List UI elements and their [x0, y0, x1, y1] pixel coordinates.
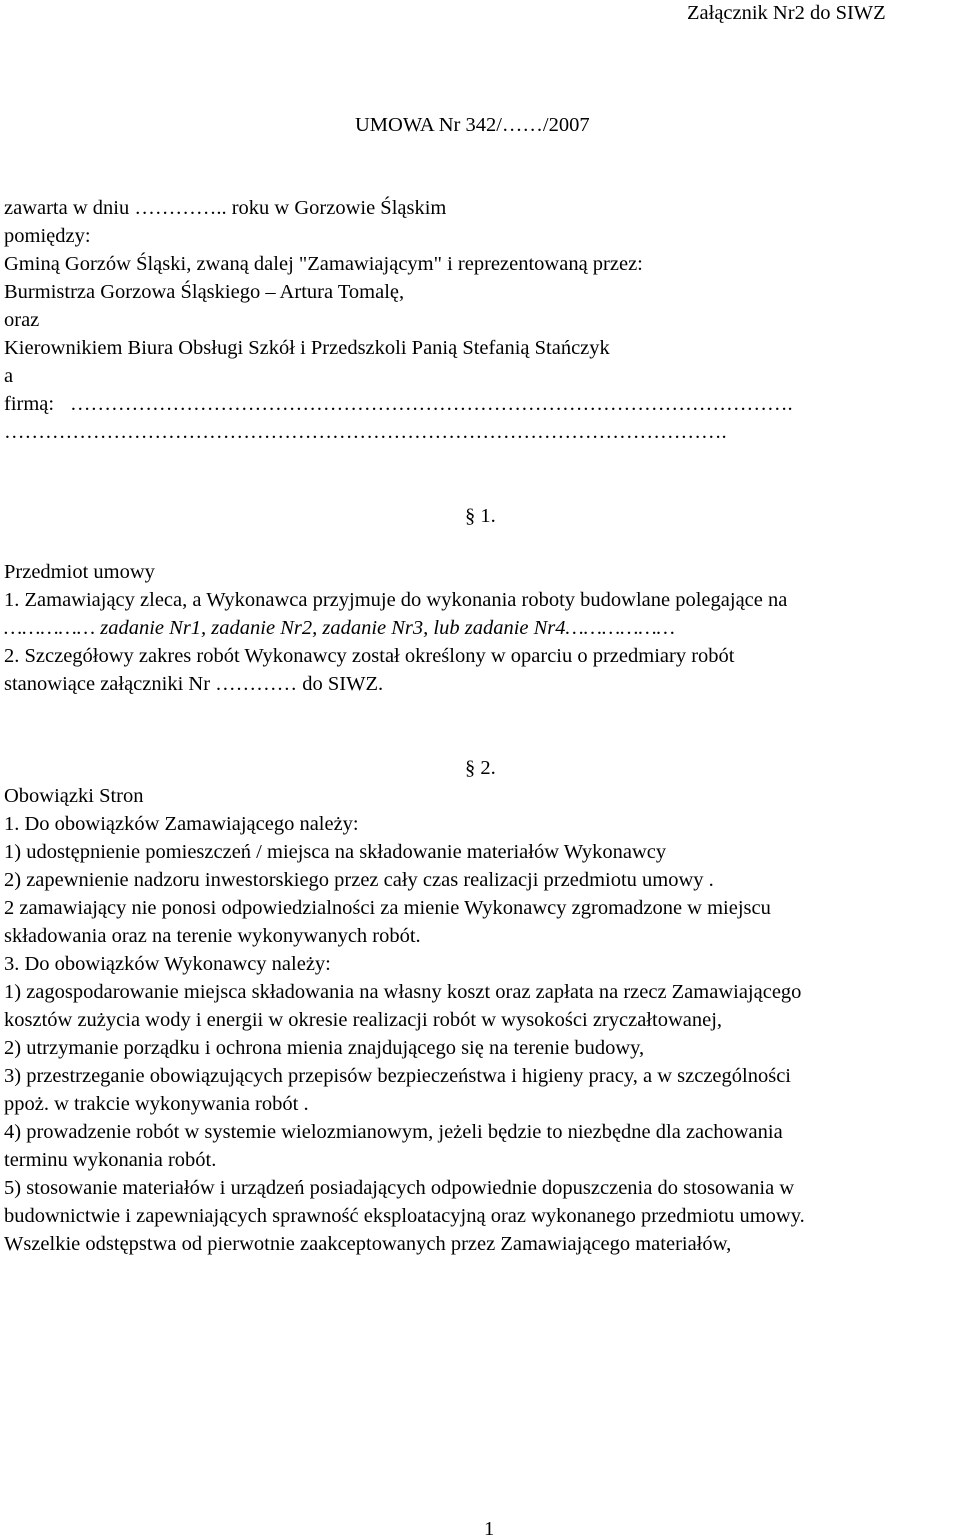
section-1-item-1-line-2: …………… zadanie Nr1, zadanie Nr2, zadanie Nr3, lub zadanie Nr4………………: [4, 617, 675, 639]
section-2-line: 5) stosowanie materiałów i urządzeń posiadających odpowiednie dopuszczenia do stosowania w: [4, 1177, 795, 1199]
section-1-item-2-line-2: stanowiące załączniki Nr ………… do SIWZ.: [4, 673, 384, 695]
firm-dots-line-1: …………………………………………………………………………………………….: [70, 394, 793, 415]
party-municipality: Gminą Gorzów Śląski, zwaną dalej "Zamawiającym" i reprezentowaną przez:: [4, 253, 643, 275]
section-2-line: 1. Do obowiązków Zamawiającego należy:: [4, 813, 359, 835]
representative-office-head: Kierownikiem Biura Obsługi Szkół i Przedszkoli Panią Stefanią Stańczyk: [4, 337, 610, 359]
section-1-item-1-line-1: 1. Zamawiający zleca, a Wykonawca przyjmuje do wykonania roboty budowlane polegające na: [4, 589, 788, 611]
section-2-line: 2) zapewnienie nadzoru inwestorskiego przez cały czas realizacji przedmiotu umowy .: [4, 869, 714, 891]
section-2-line: 3. Do obowiązków Wykonawcy należy:: [4, 953, 331, 975]
section-2-line: 1) udostępnienie pomieszczeń / miejsca na składowanie materiałów Wykonawcy: [4, 841, 667, 863]
section-2-line: ppoż. w trakcie wykonywania robót .: [4, 1093, 309, 1115]
section-1-item-2-line-1: 2. Szczegółowy zakres robót Wykonawcy został określony w oparciu o przedmiary robót: [4, 645, 735, 667]
and-label: oraz: [4, 309, 40, 331]
a-label: a: [4, 365, 14, 387]
section-2-title: Obowiązki Stron: [4, 785, 144, 807]
firm-dots-line-2: …………………………………………………………………………………………….: [4, 422, 727, 443]
section-2-line: kosztów zużycia wody i energii w okresie realizacji robót w wysokości zryczałtowanej,: [4, 1009, 723, 1031]
section-2-line: 3) przestrzeganie obowiązujących przepisów bezpieczeństwa i higieny pracy, a w szczególności: [4, 1065, 791, 1087]
section-2-number: § 2.: [465, 757, 496, 779]
section-2-line: budownictwie i zapewniających sprawność eksploatacyjną oraz wykonanego przedmiotu umowy.: [4, 1205, 805, 1227]
section-2-line: 1) zagospodarowanie miejsca składowania na własny koszt oraz zapłata na rzecz Zamawiającego: [4, 981, 802, 1003]
attachment-label: Załącznik Nr2 do SIWZ: [687, 2, 886, 24]
section-2-line: terminu wykonania robót.: [4, 1149, 217, 1171]
page-number: 1: [484, 1518, 495, 1540]
section-2-line: składowania oraz na terenie wykonywanych robót.: [4, 925, 421, 947]
contract-title: UMOWA Nr 342/……/2007: [355, 114, 590, 136]
firm-label: firmą:: [4, 393, 55, 415]
section-1-number: § 1.: [465, 505, 496, 527]
representative-mayor: Burmistrza Gorzowa Śląskiego – Artura Tomalę,: [4, 281, 405, 303]
between-label: pomiędzy:: [4, 225, 91, 247]
section-1-title: Przedmiot umowy: [4, 561, 155, 583]
section-2-line: 2) utrzymanie porządku i ochrona mienia znajdującego się na terenie budowy,: [4, 1037, 645, 1059]
section-2-line: Wszelkie odstępstwa od pierwotnie zaakceptowanych przez Zamawiającego materiałów,: [4, 1233, 732, 1255]
section-2-line: 2 zamawiający nie ponosi odpowiedzialności za mienie Wykonawcy zgromadzone w miejscu: [4, 897, 771, 919]
section-2-line: 4) prowadzenie robót w systemie wielozmianowym, jeżeli będzie to niezbędne dla zachowania: [4, 1121, 783, 1143]
contract-date-line: zawarta w dniu ………….. roku w Gorzowie Śląskim: [4, 197, 447, 219]
